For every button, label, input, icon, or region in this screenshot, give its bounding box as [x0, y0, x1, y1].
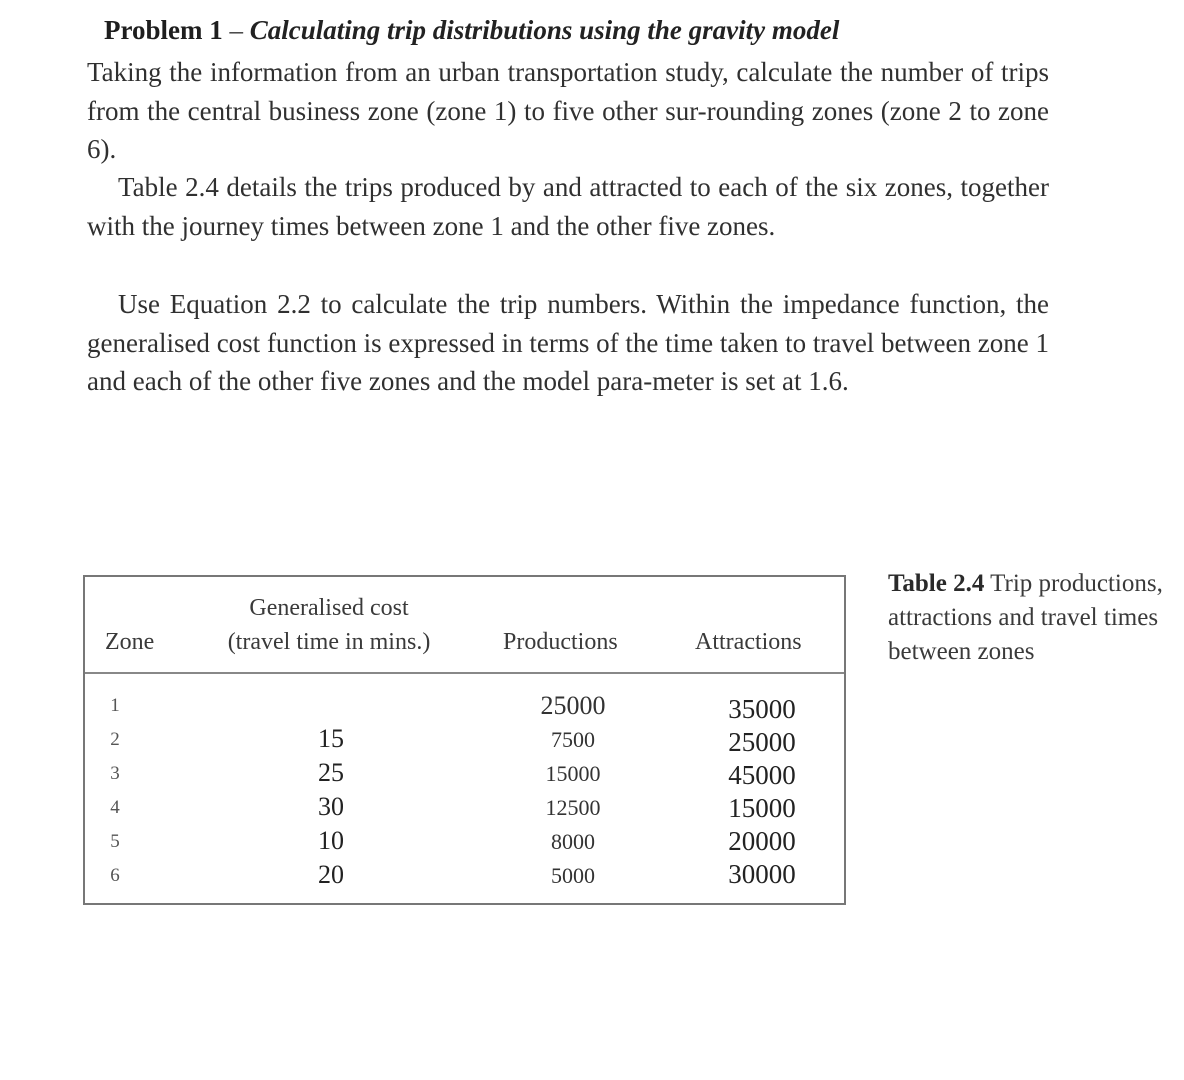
table-cell-cost: 30: [318, 792, 344, 821]
header-zone: Zone: [105, 629, 155, 655]
productions-column: [523, 689, 623, 893]
table-cell-productions: 8000: [551, 829, 595, 854]
table-cell-attractions: 20000: [728, 826, 796, 856]
problem-title: Calculating trip distributions using the gravity model: [249, 15, 840, 45]
table-cell-zone: 1: [110, 695, 120, 716]
table-cell-zone: 4: [110, 797, 120, 818]
table-cell-attractions: 45000: [728, 760, 796, 790]
table-cell-attractions: 35000: [728, 694, 796, 724]
header-cost-line1: Generalised cost: [249, 595, 409, 621]
table-cell-zone: 3: [110, 763, 120, 784]
table-cell-attractions: 30000: [728, 859, 796, 889]
heading-dash: –: [229, 15, 243, 45]
table-header-divider: [85, 672, 844, 674]
table-cell-productions: 5000: [551, 863, 595, 888]
table-cell-productions: 15000: [545, 761, 601, 786]
problem-heading: [104, 12, 1064, 48]
table-cell-cost: 20: [318, 860, 344, 889]
header-cost-line2: (travel time in mins.): [227, 629, 431, 655]
table-cell-productions: 7500: [551, 727, 595, 752]
header-generalised-cost: [209, 591, 449, 659]
table-cell-productions: 12500: [545, 795, 601, 820]
paragraph-table-description: Table 2.4 details the trips produced by and attracted to each of the six zones, together with the journey times between zone 1 and the other five zones.: [87, 172, 1049, 241]
paragraph-instructions: Use Equation 2.2 to calculate the trip numbers. Within the impedance function, the generalised cost function is expressed in terms of the time taken to travel between zone 1 and each of the other five zones and the model para-meter is set at 1.6.: [87, 289, 1049, 397]
table-cell-attractions: 15000: [728, 793, 796, 823]
table-cell-zone: 5: [110, 831, 120, 852]
table-cell-cost: 25: [318, 758, 344, 787]
table-cell-zone: 2: [110, 729, 120, 750]
table-cell-cost: 15: [318, 724, 344, 753]
zone-column: [101, 689, 129, 893]
trip-table: [83, 575, 846, 905]
caption-text: Trip productions, attractions and travel times between zones: [888, 570, 1163, 665]
attractions-column: [707, 693, 817, 891]
paragraph-intro: Taking the information from an urban transportation study, calculate the number of trips from the central business zone (zone 1) to five other sur-rounding zones (zone 2 to zone 6).: [87, 57, 1049, 165]
caption-label: Table 2.4: [888, 570, 985, 597]
table-cell-attractions: 25000: [728, 727, 796, 757]
header-productions: Productions: [503, 629, 618, 655]
table-cell-zone: 6: [110, 865, 120, 886]
table-caption: [888, 567, 1178, 669]
problem-label: Problem 1: [104, 15, 223, 45]
table-cell-productions: 25000: [540, 691, 606, 720]
cost-column: [301, 722, 361, 892]
header-attractions: Attractions: [695, 629, 802, 655]
table-cell-cost: 10: [318, 826, 344, 855]
